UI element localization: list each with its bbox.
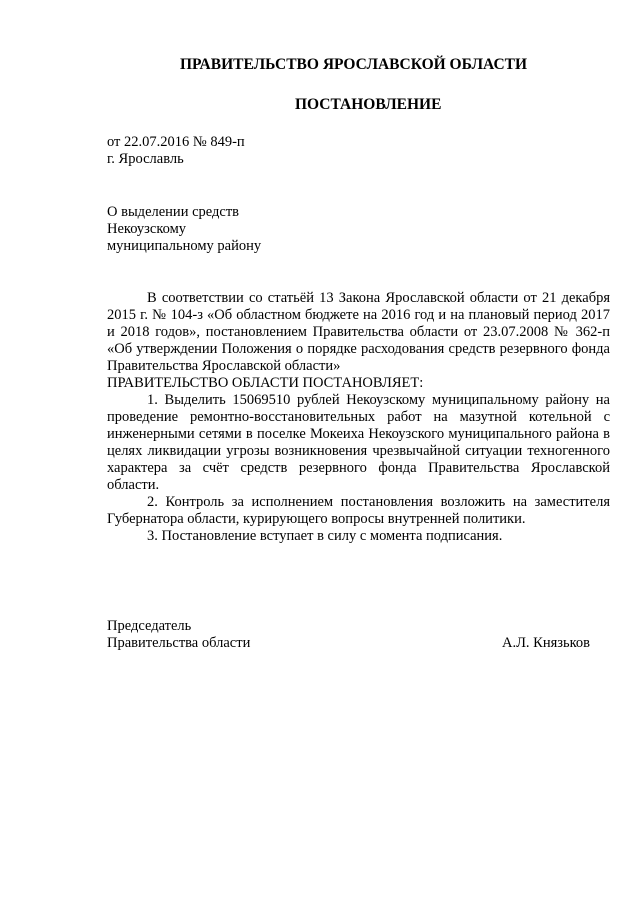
item-1-paragraph: 1. Выделить 15069510 рублей Некоузскому муниципальному району на проведение ремонтно-восстановительных работ на мазутной котельной с инженерными сетями в поселке Мокеиха Некоузского муниципального района в целях ликвидации угрозы возникновения чрезвычайной ситуации техногенного характера за счёт средств резервного фонда Правительства Ярославской области.	[107, 392, 610, 493]
resolves-heading: ПРАВИТЕЛЬСТВО ОБЛАСТИ ПОСТАНОВЛЯЕТ:	[107, 375, 424, 391]
preamble-paragraph: В соответствии со статьёй 13 Закона Ярославской области от 21 декабря 2015 г. № 104-з «Об областном бюджете на 2016 год и на плановый период 2017 и 2018 годов», постановлением Правительства области от 23.07.2008 № 362-п «Об утверждении Положения о порядке расходования средств резервного фонда Правительства Ярославской области»	[107, 290, 610, 374]
document-type-title: ПОСТАНОВЛЕНИЕ	[295, 96, 442, 113]
signature-row	[107, 635, 590, 652]
item-3-paragraph: 3. Постановление вступает в силу с момента подписания.	[147, 528, 503, 544]
signer-position-line-2: Правительства области	[107, 635, 251, 651]
city: г. Ярославль	[107, 151, 184, 167]
signature-block	[107, 618, 590, 652]
org-title: ПРАВИТЕЛЬСТВО ЯРОСЛАВСКОЙ ОБЛАСТИ	[180, 56, 528, 73]
signer-name: А.Л. Князьков	[501, 635, 590, 651]
document-meta	[107, 134, 245, 168]
document-body	[107, 290, 610, 545]
document-subject	[107, 204, 261, 255]
signer-position-line-1: Председатель	[107, 618, 192, 634]
subject-line-3: муниципальному району	[107, 238, 262, 254]
item-2-paragraph: 2. Контроль за исполнением постановления возложить на заместителя Губернатора области, курирующего вопросы внутренней политики.	[107, 494, 610, 527]
subject-line-2: Некоузскому	[107, 221, 187, 237]
subject-line-1: О выделении средств	[107, 204, 240, 220]
date-number: от 22.07.2016 № 849-п	[107, 134, 245, 150]
